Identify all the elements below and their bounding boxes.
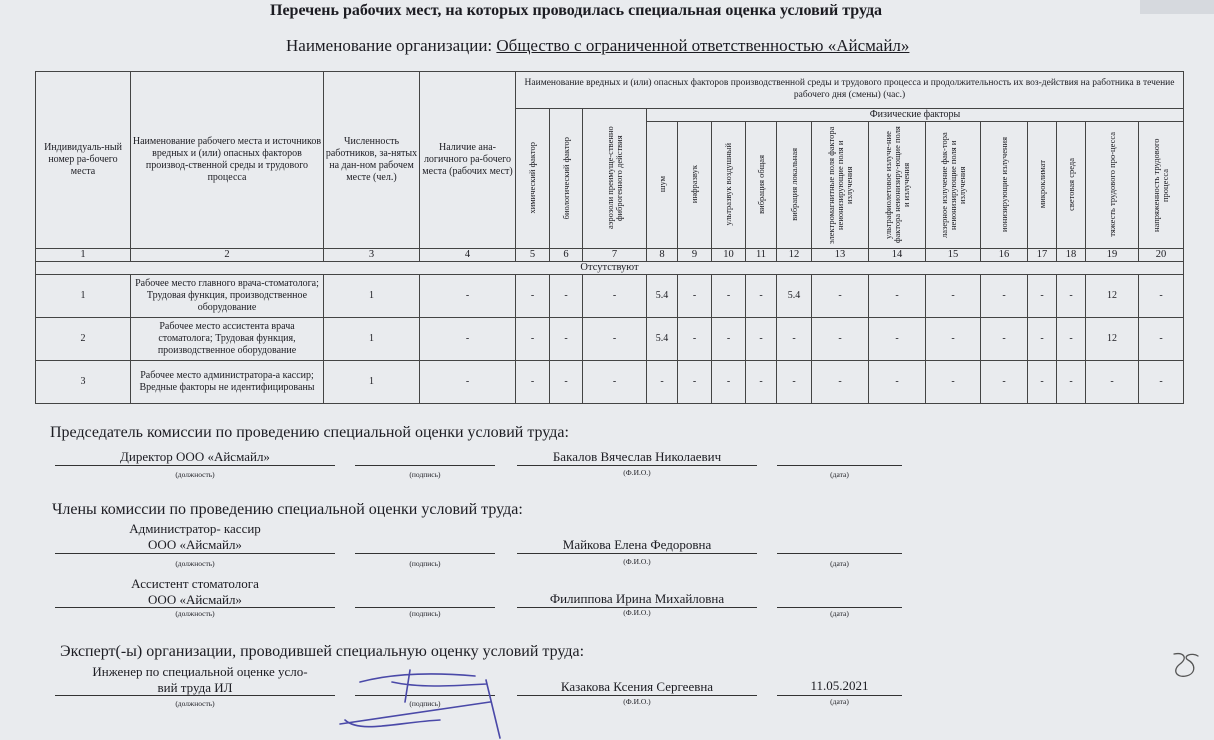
factor-header: ультразвук воздушный [712,121,746,248]
factor-header: лазерное излучение фак-тора неионизирующие поля и излучения [926,121,981,248]
caption-position: (должность) [175,470,215,479]
cell: - [746,274,777,317]
column-number: 1 [36,248,131,261]
cell: - [712,360,746,403]
caption-fio: (Ф.И.О.) [623,697,651,706]
date-line [777,553,902,554]
factor-header: аэрозоли преимуще-ственно фиброгенного действия [583,109,647,249]
row-analog: - [420,317,516,360]
expert-date: 11.05.2021 [810,678,869,693]
factor-header: микроклимат [1028,121,1057,248]
row-name: Рабочее место администратора-а кассир; Вредные факторы не идентифицированы [131,360,324,403]
caption-signature: (подпись) [409,470,441,479]
physical-factors-header: Физические факторы [647,109,1184,122]
column-number: 4 [420,248,516,261]
factor-header: напряженность трудового процесса [1139,121,1184,248]
caption-fio: (Ф.И.О.) [623,557,651,566]
cell: - [777,317,812,360]
absent-row [36,261,1184,274]
cell: - [583,274,647,317]
caption-position: (должность) [175,699,215,708]
cell: - [746,360,777,403]
cell: 5.4 [647,274,678,317]
cell: - [712,274,746,317]
caption-date: (дата) [830,470,849,479]
table-row [36,274,1184,317]
column-number: 6 [550,248,583,261]
cell: - [712,317,746,360]
cell: - [981,274,1028,317]
cell: - [869,274,926,317]
cell: - [1028,317,1057,360]
fio-line [517,465,757,466]
cell: - [678,317,712,360]
cell: - [746,317,777,360]
cell: - [777,360,812,403]
column-numbers-row [36,248,1184,261]
col-header-factors: Наименование вредных и (или) опасных факторов производственной среды и трудового процесса и продолжительность их воз-действия на работника в течение рабочего дня (смены) (час.) [516,72,1184,109]
caption-position: (должность) [175,609,215,618]
cell: - [1057,360,1086,403]
organization-line [286,36,909,56]
cell: - [869,317,926,360]
cell: 12 [1086,274,1139,317]
expert-name: Казакова Ксения Сергеевна [560,679,714,694]
caption-signature: (подпись) [409,609,441,618]
signature-line [355,553,495,554]
cell: - [516,274,550,317]
cell: - [583,360,647,403]
column-number: 15 [926,248,981,261]
cell: - [550,360,583,403]
row-analog: - [420,274,516,317]
cell: - [1139,317,1184,360]
column-number: 14 [869,248,926,261]
caption-fio: (Ф.И.О.) [623,608,651,617]
cell: - [550,317,583,360]
row-number: 1 [36,274,131,317]
signature-line [355,607,495,608]
member1-position-line2: ООО «Айсмайл» [148,537,242,552]
organization-name: Общество с ограниченной ответственностью «Айсмайл» [496,36,910,55]
factor-header: электромагнитные поля фактора неионизирующие поля и излучения [812,121,869,248]
factor-header: вибрация локальная [777,121,812,248]
workplaces-table [35,71,1184,404]
column-number: 20 [1139,248,1184,261]
cell: - [926,317,981,360]
cell: - [1139,360,1184,403]
member1-position-line1: Администратор- кассир [129,521,261,536]
cell: - [869,360,926,403]
factor-header: химический фактор [516,109,550,249]
cell: - [1057,274,1086,317]
caption-signature: (подпись) [409,559,441,568]
column-number: 13 [812,248,869,261]
column-number: 16 [981,248,1028,261]
cell: 12 [1086,317,1139,360]
member2-name: Филиппова Ирина Михайловна [549,591,725,606]
table-row [36,317,1184,360]
position-line [55,695,335,696]
date-line [777,465,902,466]
cell: - [550,274,583,317]
column-number: 19 [1086,248,1139,261]
column-number: 9 [678,248,712,261]
row-name: Рабочее место главного врача-стоматолога; Трудовая функция, производственное оборудование [131,274,324,317]
cell: - [926,274,981,317]
expert-position-line2: вий труда ИЛ [157,680,233,695]
signature-line [355,465,495,466]
handwritten-mark [1166,648,1206,682]
cell: - [1028,360,1057,403]
factor-header: биологический фактор [550,109,583,249]
row-count: 1 [324,317,420,360]
cell: - [981,360,1028,403]
cell: - [1028,274,1057,317]
row-number: 2 [36,317,131,360]
row-count: 1 [324,274,420,317]
cell: - [812,317,869,360]
caption-signature: (подпись) [409,699,441,708]
caption-date: (дата) [830,559,849,568]
fio-line [517,695,757,696]
position-line [55,607,335,608]
fio-line [517,553,757,554]
member1-name: Майкова Елена Федоровна [562,537,712,552]
column-number: 2 [131,248,324,261]
factor-header: ионизирующие излучения [981,121,1028,248]
factor-header: шум [647,121,678,248]
factor-header: световая среда [1057,121,1086,248]
expert-position-line1: Инженер по специальной оценке усло- [92,664,308,679]
cell: - [516,317,550,360]
cell: 5.4 [647,317,678,360]
column-number: 8 [647,248,678,261]
page-title: Перечень рабочих мест, на которых проводилась специальная оценка условий труда [270,2,883,19]
column-number: 18 [1057,248,1086,261]
chair-heading: Председатель комиссии по проведению специальной оценки условий труда: [50,424,569,441]
caption-date: (дата) [830,697,849,706]
cell: - [981,317,1028,360]
member2-position-line1: Ассистент стоматолога [131,576,259,591]
column-number: 7 [583,248,647,261]
column-number: 12 [777,248,812,261]
position-line [55,465,335,466]
col-header-count: Численность работников, за-нятых на дан-ном рабочем месте (чел.) [324,72,420,249]
factor-header: ультрафиолетовое излуче-ние фактора неионизиру-ющие поля и излучения [869,121,926,248]
cell: - [812,360,869,403]
column-number: 5 [516,248,550,261]
organization-label: Наименование организации: [286,36,493,55]
cell: - [678,274,712,317]
date-line [777,607,902,608]
chair-position: Директор ООО «Айсмайл» [120,449,270,464]
member2-position-line2: ООО «Айсмайл» [148,592,242,607]
cell: - [812,274,869,317]
row-analog: - [420,360,516,403]
caption-date: (дата) [830,609,849,618]
cell: - [1057,317,1086,360]
caption-position: (должность) [175,559,215,568]
factor-header: инфразвук [678,121,712,248]
column-number: 10 [712,248,746,261]
members-heading: Члены комиссии по проведению специальной оценки условий труда: [52,501,523,518]
col-header-analog: Наличие ана-логичного ра-бочего места (рабочих мест) [420,72,516,249]
caption-fio: (Ф.И.О.) [623,468,651,477]
row-number: 3 [36,360,131,403]
col-header-id: Индивидуаль-ный номер ра-бочего места [36,72,131,249]
cell: - [1139,274,1184,317]
cell: - [647,360,678,403]
column-number: 3 [324,248,420,261]
row-name: Рабочее место ассистента врача стоматолога; Трудовая функция, производственное оборудование [131,317,324,360]
factor-header: тяжесть трудового про-цесса [1086,121,1139,248]
column-number: 11 [746,248,777,261]
cell: - [678,360,712,403]
cell: - [1086,360,1139,403]
cell: 5.4 [777,274,812,317]
cell: - [926,360,981,403]
position-line [55,553,335,554]
factor-header: вибрация общая [746,121,777,248]
cell: - [583,317,647,360]
col-header-name: Наименование рабочего места и источников вредных и (или) опасных факторов производ-ственной среды и трудового процесса [131,72,324,249]
table-row [36,360,1184,403]
row-count: 1 [324,360,420,403]
expert-heading: Эксперт(-ы) организации, проводившей специальную оценку условий труда: [60,643,585,660]
cell: - [516,360,550,403]
handwritten-signature [300,662,520,740]
page-edge [1140,0,1214,14]
absent-label: Отсутствуют [36,261,1184,274]
date-line [777,695,902,696]
column-number: 17 [1028,248,1057,261]
chair-name: Бакалов Вячеслав Николаевич [552,449,722,464]
